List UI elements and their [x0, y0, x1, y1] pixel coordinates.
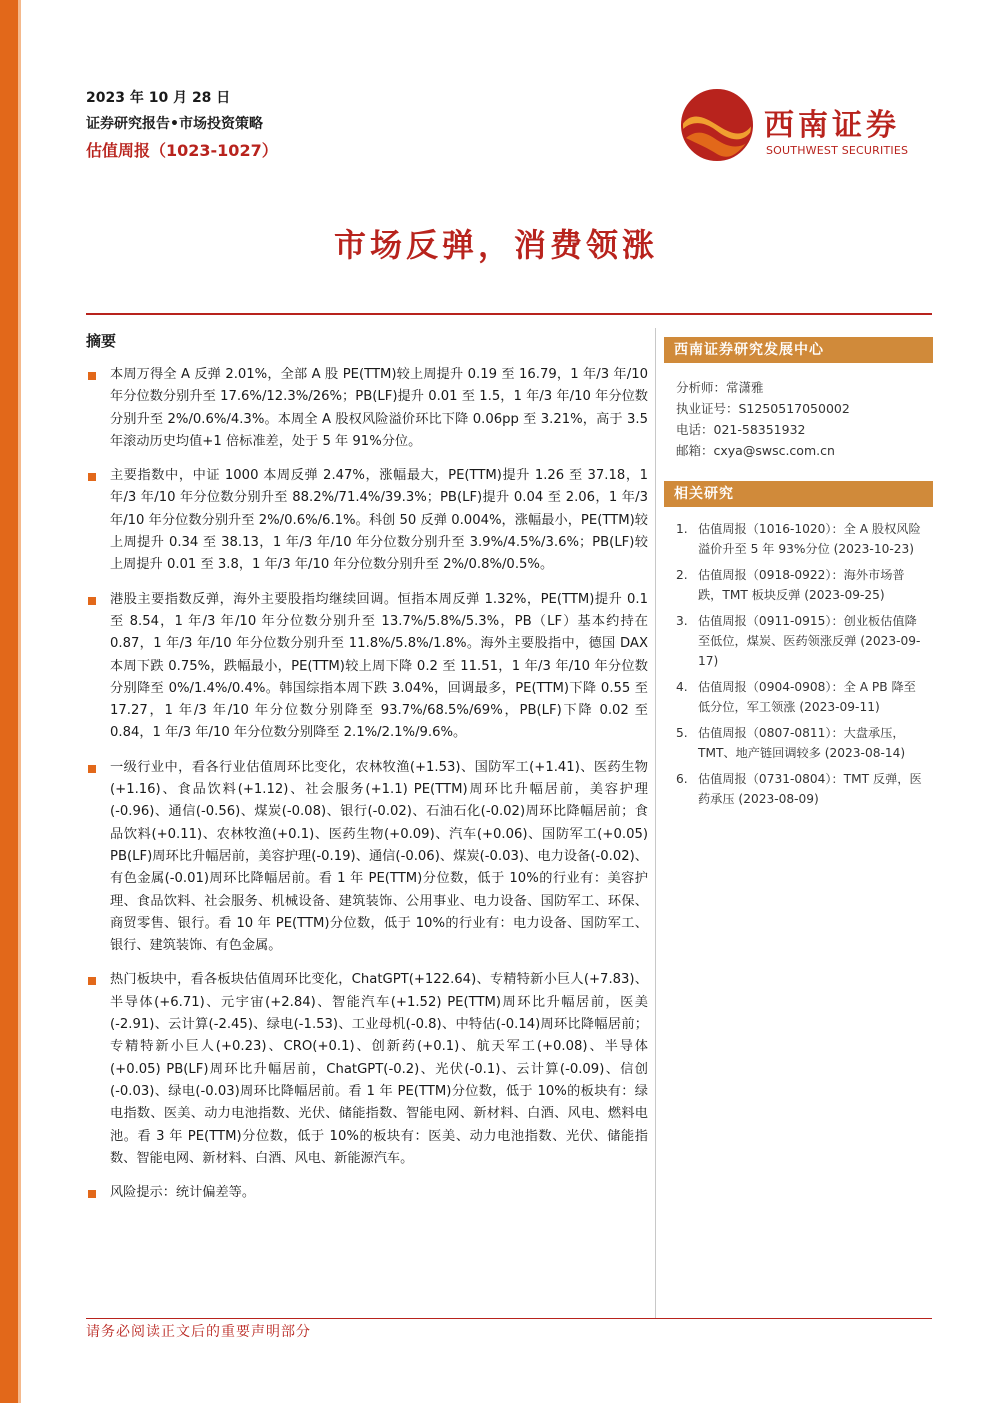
analyst-info	[676, 377, 933, 461]
report-series: 估值周报（1023-1027）	[86, 141, 278, 160]
abstract-heading: 摘要	[86, 332, 117, 350]
footer-divider	[86, 1318, 932, 1319]
logo-mark-icon	[680, 88, 754, 162]
company-logo	[680, 88, 920, 162]
risk-warning: 风险提示：统计偏差等。	[86, 1182, 648, 1204]
abstract-bullet: 本周万得全 A 反弹 2.01%，全部 A 股 PE(TTM)较上周提升 0.19 至 16.79，1 年/3 年/10 年分位数分别升至 17.6%/12.3%/26%；PB(LF)提升 0.01 至 1.5，1 年/3 年/10 年分位数分别升至 2%/0.6%/4.3%。本周全 A 股权风险溢价环比下降 0.06pp 至 3.21%，高于 3.5 年滚动历史均值+1 倍标准差，处于 5 年 91%分位。	[86, 364, 648, 453]
related-item[interactable]: 5. 估值周报（0807-0811）：大盘承压，TMT、地产链回调较多 (2023-08-14)	[676, 726, 906, 760]
report-date: 2023 年 10 月 28 日	[86, 90, 231, 106]
abstract-section	[86, 330, 648, 1216]
footer-disclaimer: 请务必阅读正文后的重要声明部分	[86, 1324, 311, 1340]
research-center-heading: 西南证券研究发展中心	[664, 337, 933, 363]
related-item[interactable]: 2. 估值周报（0918-0922）：海外市场普跌，TMT 板块反弹 (2023-09-25)	[676, 568, 905, 602]
abstract-bullet: 一级行业中，看各行业估值周环比变化，农林牧渔(+1.53)、国防军工(+1.41)、医药生物(+1.16)、食品饮料(+1.12)、社会服务(+1.1) PE(TTM)周环比升幅居前，美容护理(-0.96)、通信(-0.56)、煤炭(-0.08)、银行(-0.02)、石油石化(-0.02)周环比降幅居前；食品饮料(+0.11)、农林牧渔(+0.1)、医药生物(+0.09)、汽车(+0.06)、国防军工(+0.05) PB(LF)周环比升幅居前，美容护理(-0.19)、通信(-0.06)、煤炭(-0.03)、电力设备(-0.02)、有色金属(-0.01)周环比降幅居前。看 1 年 PE(TTM)分位数，低于 10%的行业有：美容护理、食品饮料、社会服务、机械设备、建筑装饰、公用事业、电力设备、国防军工、环保、商贸零售、银行。看 10 年 PE(TTM)分位数，低于 10%的行业有：电力设备、国防军工、银行、建筑装饰、有色金属。	[86, 757, 648, 958]
analyst-name: 分析师：常潇雅	[676, 380, 764, 395]
related-item[interactable]: 1. 估值周报（1016-1020）：全 A 股权风险溢价升至 5 年 93%分位 (2023-10-23)	[676, 522, 921, 556]
analyst-phone: 电话：021-58351932	[676, 422, 806, 437]
related-research-heading: 相关研究	[664, 481, 933, 507]
related-item[interactable]: 4. 估值周报（0904-0908）：全 A PB 降至低分位，军工领涨 (2023-09-11)	[676, 680, 916, 714]
sidebar	[655, 328, 933, 1318]
report-title: 市场反弹，消费领涨	[333, 226, 658, 264]
related-research-list	[676, 519, 933, 809]
logo-name-cn: 西南证券	[764, 108, 900, 143]
analyst-email[interactable]: 邮箱：cxya@swsc.com.cn	[676, 443, 835, 458]
related-item[interactable]: 6. 估值周报（0731-0804）：TMT 反弹，医药承压 (2023-08-09)	[676, 772, 922, 806]
report-header	[86, 88, 278, 162]
abstract-bullet: 热门板块中，看各板块估值周环比变化，ChatGPT(+122.64)、专精特新小巨人(+7.83)、半导体(+6.71)、元宇宙(+2.84)、智能汽车(+1.52) PE(TTM)周环比升幅居前，医美(-2.91)、云计算(-2.45)、绿电(-1.53)、工业母机(-0.8)、中特估(-0.14)周环比降幅居前；专精特新小巨人(+0.23)、CRO(+0.1)、创新药(+0.1)、航天军工(+0.08)、半导体(+0.05) PB(LF)周环比升幅居前，ChatGPT(-0.2)、光伏(-0.1)、云计算(-0.09)、信创(-0.03)、绿电(-0.03)周环比降幅居前。看 1 年 PE(TTM)分位数，低于 10%的板块有：绿电指数、医美、动力电池指数、光伏、储能指数、智能电网、新材料、白酒、风电、燃料电池。看 3 年 PE(TTM)分位数，低于 10%的板块有：医美、动力电池指数、光伏、储能指数、智能电网、新材料、白酒、风电、新能源汽车。	[86, 969, 648, 1170]
abstract-bullet: 主要指数中，中证 1000 本周反弹 2.47%，涨幅最大，PE(TTM)提升 1.26 至 37.18，1 年/3 年/10 年分位数分别升至 88.2%/71.4%/39.3%；PB(LF)提升 0.04 至 2.06，1 年/3 年/10 年分位数分别升至 2%/0.6%/6.1%。科创 50 反弹 0.004%，涨幅最小，PE(TTM)较上周提升 0.34 至 38.13，1 年/3 年/10 年分位数分别升至 3.9%/4.5%/3.6%；PB(LF)较上周提升 0.01 至 3.8，1 年/3 年/10 年分位数分别升至 2%/0.8%/0.5%。	[86, 465, 648, 576]
left-accent-bar	[0, 0, 18, 1403]
title-divider	[86, 313, 932, 315]
analyst-cert: 执业证号：S1250517050002	[676, 401, 850, 416]
report-type: 证券研究报告•市场投资策略	[86, 116, 263, 132]
left-accent-bar-light	[18, 0, 21, 1403]
related-item[interactable]: 3. 估值周报（0911-0915）：创业板估值降至低位，煤炭、医药领涨反弹 (2023-09-17)	[676, 614, 921, 668]
logo-name-en: SOUTHWEST SECURITIES	[766, 144, 909, 157]
abstract-bullet: 港股主要指数反弹，海外主要股指均继续回调。恒指本周反弹 1.32%，PE(TTM)提升 0.1 至 8.54，1 年/3 年/10 年分位数分别升至 13.7%/5.8%/5.3%，PB（LF）基本约持在 0.87，1 年/3 年/10 年分位数分别升至 11.8%/5.8%/1.8%。海外主要股指中，德国 DAX 本周下跌 0.75%，跌幅最小，PE(TTM)较上周下降 0.2 至 11.51，1 年/3 年/10 年分位数分别降至 0%/1.4%/0.4%。韩国综指本周下跌 3.04%，回调最多，PE(TTM)下降 0.55 至 17.27，1 年/3 年/10 年分位数分别降至 93.7%/68.5%/69%，PB(LF)下降 0.02 至 0.84，1 年/3 年/10 年分位数分别降至 2.1%/2.1%/9.6%。	[86, 589, 648, 745]
